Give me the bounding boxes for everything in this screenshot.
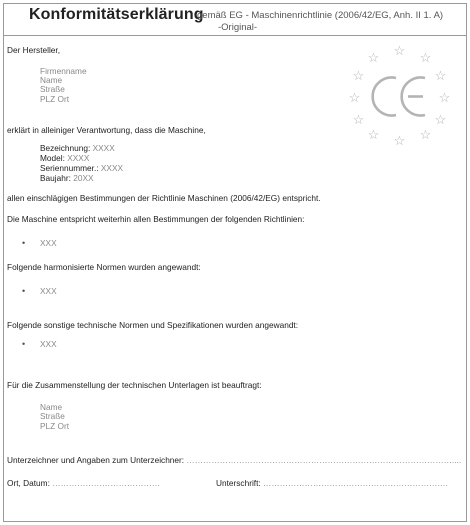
- star-icon: ☆: [419, 50, 432, 65]
- signer-line: Unterzeichner und Angaben zum Unterzeichner: ……………………………………………………………………………………....: [7, 455, 462, 465]
- star-icon: ☆: [393, 43, 406, 58]
- declaration-text: erklärt in alleiniger Verantwortung, dass die Maschine,: [7, 125, 206, 135]
- original-label: -Original-: [218, 22, 258, 33]
- machine-designation: Bezeichnung: XXXX: [40, 143, 115, 153]
- harmonized-item: XXX: [40, 286, 57, 296]
- star-icon: ☆: [438, 90, 451, 105]
- other-norms-label: Folgende sonstige technische Normen und Spezifikationen wurden angewandt:: [7, 320, 299, 330]
- machine-year: Baujahr: 20XX: [40, 173, 94, 183]
- star-icon: ☆: [367, 50, 380, 65]
- star-icon: ☆: [352, 68, 365, 83]
- bullet-icon: •: [22, 286, 26, 296]
- star-icon: ☆: [419, 127, 432, 142]
- star-icon: ☆: [348, 90, 361, 105]
- star-icon: ☆: [367, 127, 380, 142]
- machine-serial: Seriennummer.: XXXX: [40, 163, 124, 173]
- document-title: Konformitätserklärung: [29, 6, 204, 23]
- ce-mark: [345, 42, 455, 152]
- document-subtitle: gemäß EG - Maschinenrichtlinie (2006/42/EG, Anh. II 1. A): [197, 10, 444, 21]
- machine-model: Model: XXXX: [40, 153, 90, 163]
- place-date-field: Ort, Datum: …………………………………: [7, 478, 161, 488]
- ce-letters: [345, 42, 455, 152]
- representative-name: Name: [40, 402, 63, 412]
- star-icon: ☆: [352, 112, 365, 127]
- manufacturer-street: Straße: [40, 84, 65, 94]
- bullet-icon: •: [22, 339, 26, 349]
- star-icon: ☆: [434, 68, 447, 83]
- signature-field: Unterschrift: ………………………………………………………….: [216, 478, 448, 488]
- harmonized-label: Folgende harmonisierte Normen wurden angewandt:: [7, 262, 201, 272]
- bullet-icon: •: [22, 238, 26, 248]
- star-icon: ☆: [393, 133, 406, 148]
- compliance-text: allen einschlägigen Bestimmungen der Richtlinie Maschinen (2006/42/EG) entspricht.: [7, 193, 321, 203]
- star-icon: ☆: [434, 112, 447, 127]
- manufacturer-city: PLZ Ort: [40, 94, 70, 104]
- manufacturer-label: Der Hersteller,: [7, 45, 61, 55]
- manufacturer-name: Name: [40, 75, 63, 85]
- other-norms-item: XXX: [40, 339, 57, 349]
- directive-item: XXX: [40, 238, 57, 248]
- representative-street: Straße: [40, 411, 65, 421]
- manufacturer-company: Firmenname: [40, 66, 87, 76]
- representative-city: PLZ Ort: [40, 421, 70, 431]
- representative-label: Für die Zusammenstellung der technischen Unterlagen ist beauftragt:: [7, 380, 262, 390]
- directives-label: Die Maschine entspricht weiterhin allen Bestimmungen der folgenden Richtlinien:: [7, 214, 305, 224]
